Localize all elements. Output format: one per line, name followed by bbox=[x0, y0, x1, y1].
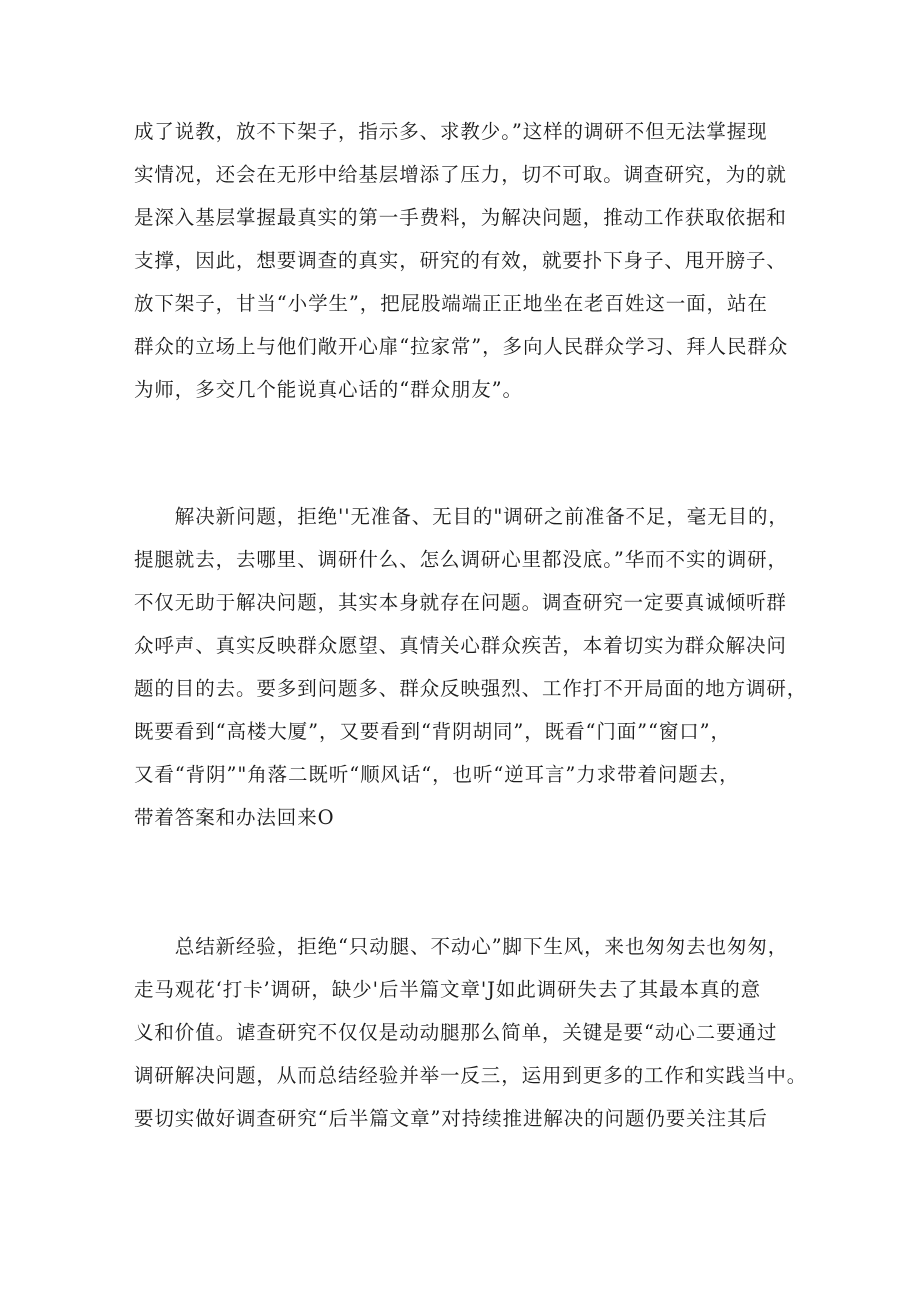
paragraph-3 bbox=[134, 925, 808, 1140]
text-line: 带着答案和办法回来O bbox=[134, 806, 335, 829]
text-line: 总结新经验，拒绝“只动腿、不动心”脚下生风，来也匆匆去也匆匆， bbox=[134, 935, 789, 958]
text-line: 放下架子，甘当“小学生”，把屁股端端正正地坐在老百姓这一面，站在 bbox=[134, 292, 768, 315]
paragraph-1 bbox=[134, 110, 796, 411]
text-line: 提腿就去，去哪里、调研什么、怎么调研心里都没底。”华而不实的调研， bbox=[134, 548, 788, 571]
text-line: 众呼声、真实反映群众愿望、真情关心群众疾苦，本着切实为群众解决问 bbox=[134, 634, 787, 657]
text-line: 解决新问题，拒绝''无准备、无目的"调研之前准备不足，毫无目的， bbox=[134, 505, 789, 528]
text-line: 走马观花‘打卡’调研，缺少'后半篇文章'J如此调研失去了其最本真的意 bbox=[134, 978, 762, 1001]
text-line: 题的目的去。要多到问题多、群众反映强烈、工作打不开局面的地方调研， bbox=[134, 677, 808, 700]
text-line: 支撑，因此，想要调查的真实，研究的有效，就要扑下身子、甩开膀子、 bbox=[134, 249, 787, 272]
text-line: 实情况，还会在无形中给基层增添了压力，切不可取。调查研究，为的就 bbox=[134, 163, 787, 186]
text-line: 既要看到“高楼大厦”，又要看到“背阴胡同”，既看“门面”“窗口”， bbox=[134, 720, 731, 743]
text-line: 又看“背阴”"角落二既听“顺风话“，也听“逆耳言”力求带着问题去， bbox=[134, 763, 740, 786]
text-line: 成了说教，放不下架子，指示多、求教少。”这样的调研不但无法掌握现 bbox=[134, 120, 768, 143]
paragraph-2 bbox=[134, 495, 808, 839]
text-line: 为师，多交几个能说真心话的“群众朋友”。 bbox=[134, 378, 523, 401]
text-line: 是深入基层掌握最真实的第一手费料，为解决问题，推动工作获取依据和 bbox=[134, 206, 787, 229]
text-line: 群众的立场上与他们敞开心扉“拉家常”，多向人民群众学习、拜人民群众 bbox=[134, 335, 789, 358]
text-line: 调研解决问题，从而总结经验并举一反三，运用到更多的工作和实践当中。 bbox=[134, 1064, 808, 1087]
text-line: 要切实做好调查研究“后半篇文章”对持续推进解决的问题仍要关注其后 bbox=[134, 1107, 768, 1130]
text-line: 义和价值。谑查研究不仅仅是动动腿那么简单，关键是要“动心二要通过 bbox=[134, 1021, 778, 1044]
text-line: 不仅无助于解决问题，其实本身就存在问题。调查研究一定要真诚倾听群 bbox=[134, 591, 787, 614]
